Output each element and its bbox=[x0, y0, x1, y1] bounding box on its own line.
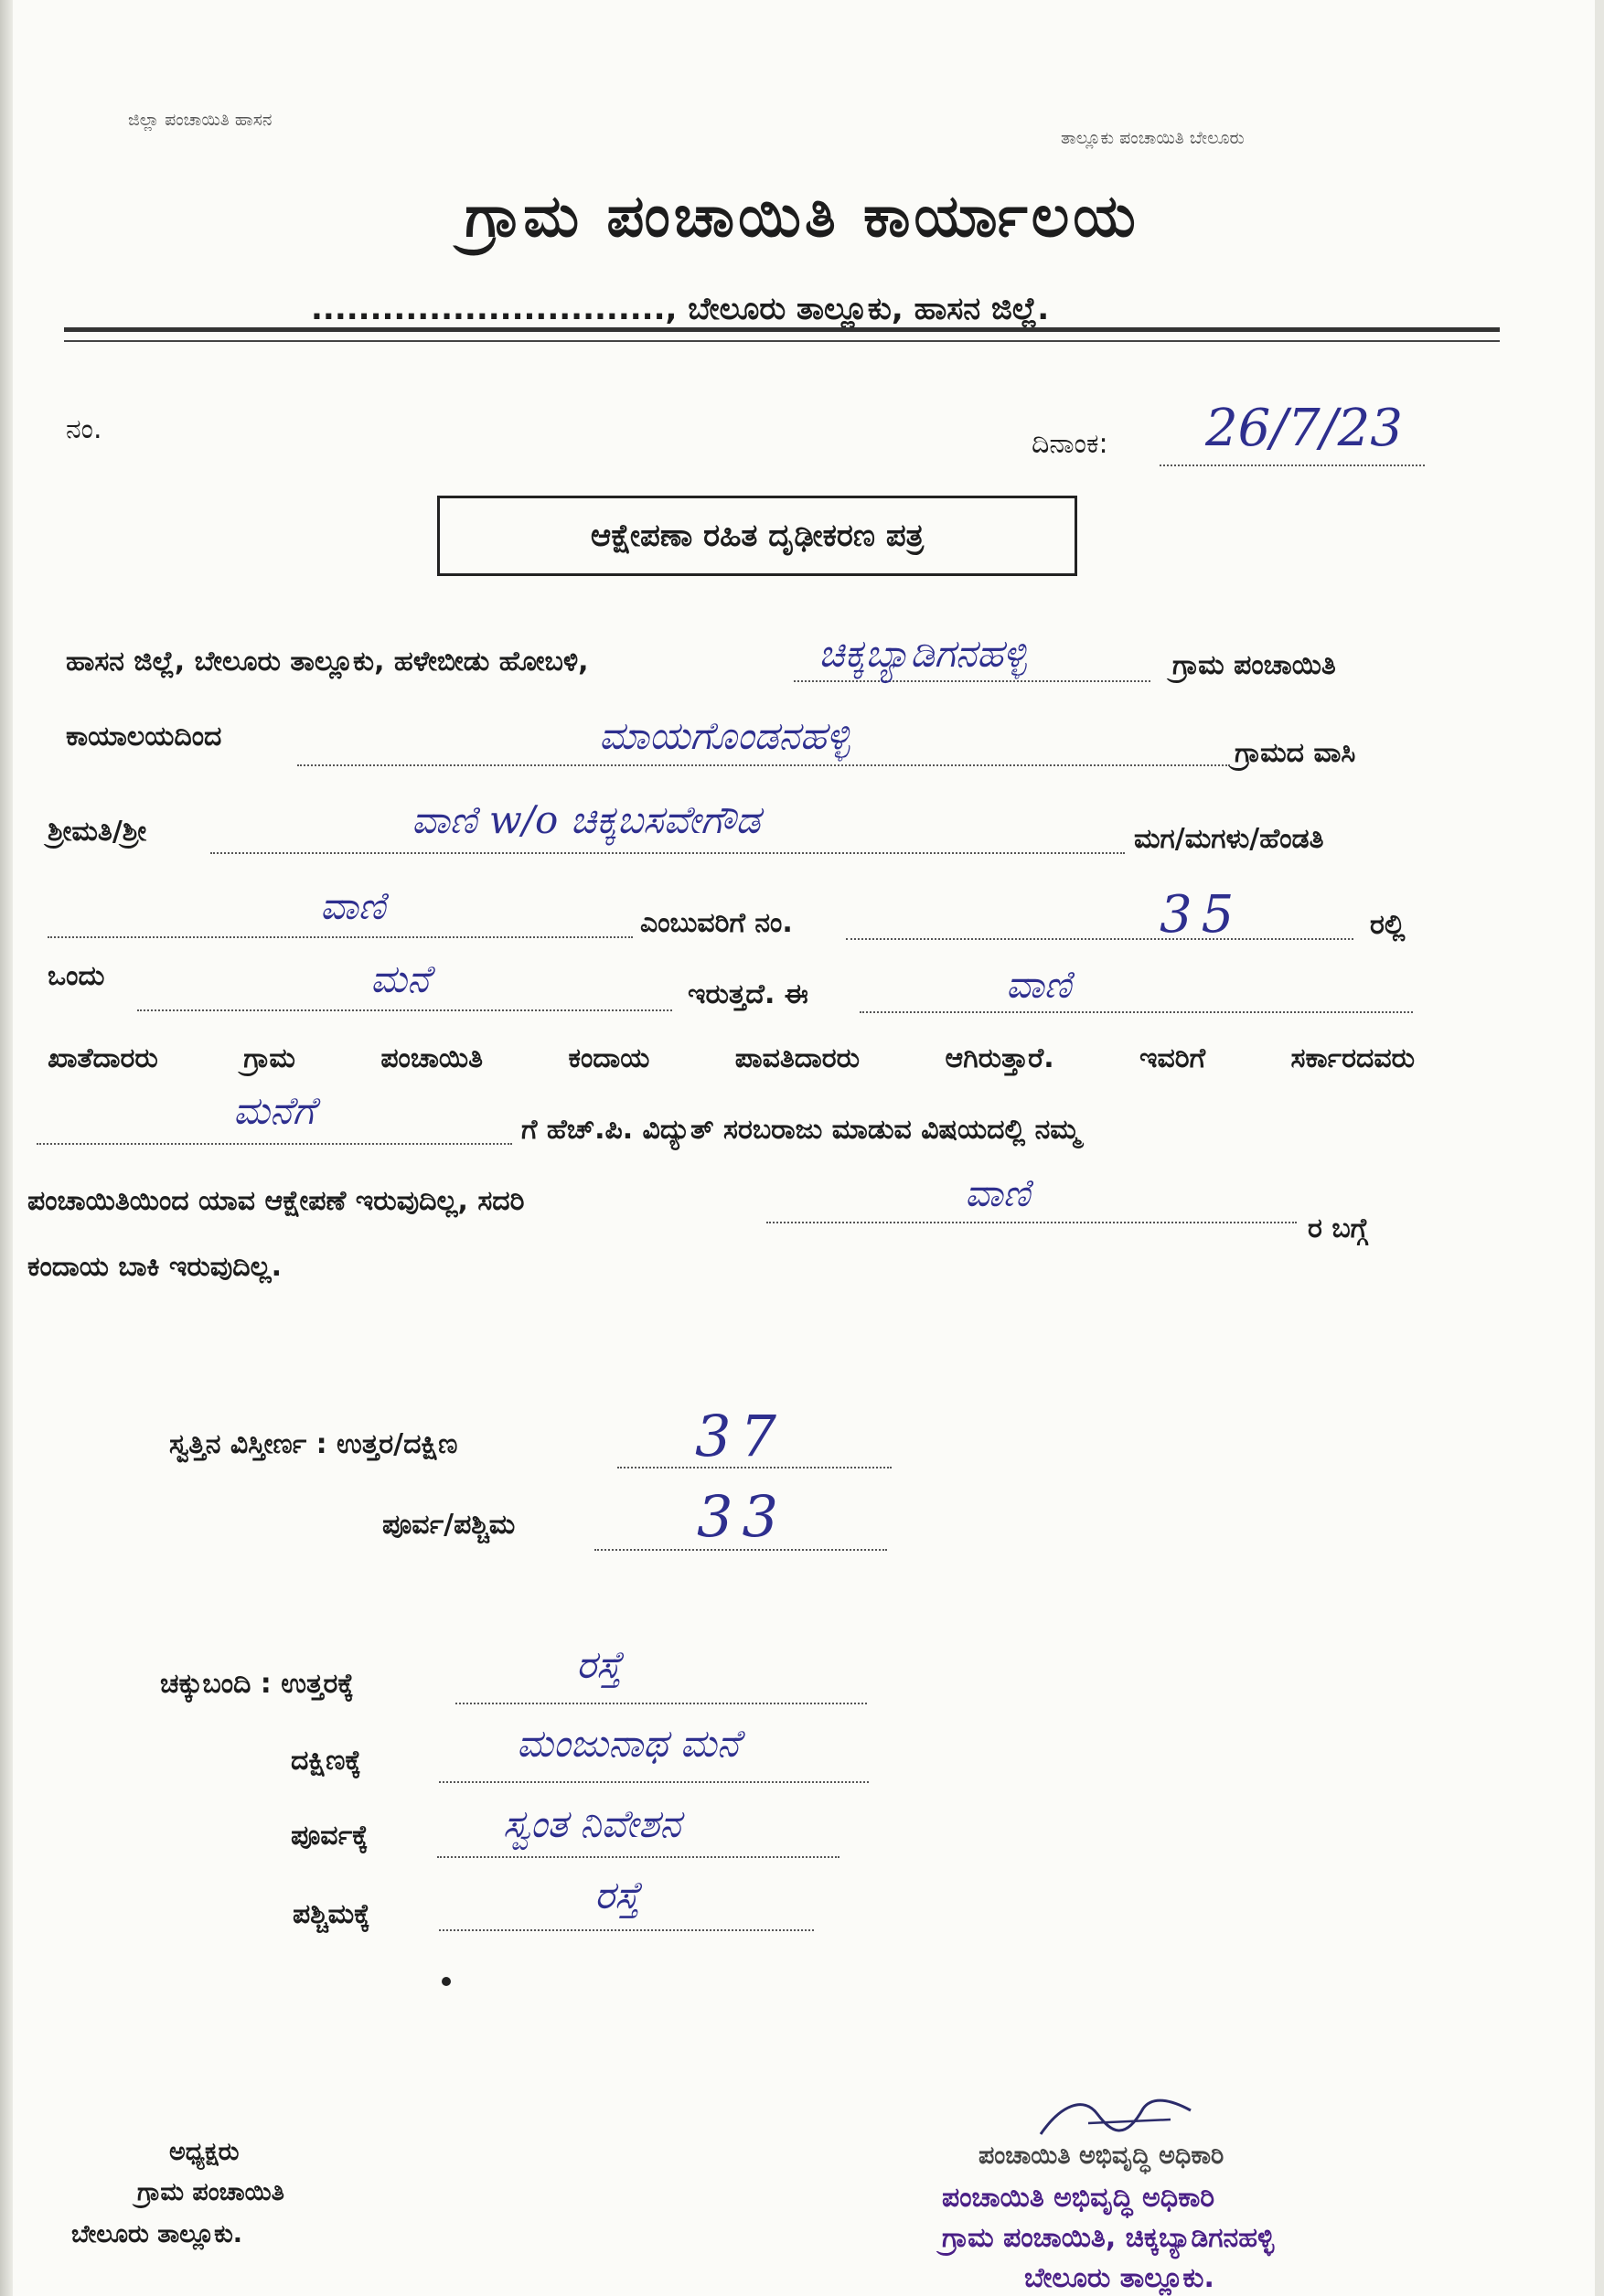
line1-text-a: ಹಾಸನ ಜಿಲ್ಲೆ, ಬೇಲೂರು ತಾಲ್ಲೂಕು, ಹಳೇಬೀಡು ಹೋಬಳಿ, bbox=[66, 646, 589, 678]
east-boundary-value: ಸ್ವಂತ ನಿವೇಶನ bbox=[503, 1801, 681, 1846]
header-left-text: ಜಿಲ್ಲಾ ಪಂಚಾಯಿತಿ ಹಾಸನ bbox=[128, 110, 273, 130]
ew-dimension-value: 33 bbox=[697, 1483, 787, 1550]
south-boundary-value: ಮಂಜುನಾಥ ಮನೆ bbox=[517, 1721, 740, 1766]
line1-blank bbox=[794, 680, 1150, 682]
panchayat-name: ಚಿಕ್ಕಬ್ಯಾಡಿಗನಹಳ್ಳಿ bbox=[818, 631, 1027, 676]
header-rule-thin bbox=[64, 340, 1500, 342]
ref-number-label: ನಂ. bbox=[66, 413, 102, 445]
east-blank bbox=[437, 1856, 839, 1858]
page-edge bbox=[1595, 0, 1604, 2296]
date-label: ದಿನಾಂಕ: bbox=[1032, 428, 1108, 460]
line2-text-a: ಕಾಯಾಲಯದಿಂದ bbox=[66, 721, 222, 753]
south-boundary-label: ದಕ್ಷಿಣಕ್ಕೆ bbox=[291, 1745, 361, 1777]
office-subtitle bbox=[311, 291, 1049, 327]
line3-text-b: ಮಗ/ಮಗಳು/ಹೆಂಡತಿ bbox=[1134, 823, 1324, 855]
owner-name-1: ವಾಣಿ bbox=[320, 883, 386, 928]
line3-text-a: ಶ್ರೀಮತಿ/ಶ್ರೀ bbox=[48, 816, 147, 848]
property-number: 35 bbox=[1160, 885, 1244, 945]
ew-dimension-label: ಪೂರ್ವ/ಪಶ್ಚಿಮ bbox=[382, 1509, 516, 1541]
north-boundary-value: ರಸ್ತೆ bbox=[576, 1642, 622, 1687]
certificate-title-box bbox=[437, 496, 1077, 576]
header-rule-thick bbox=[64, 327, 1500, 332]
line5-blank-2 bbox=[860, 1011, 1413, 1013]
south-blank bbox=[439, 1781, 869, 1783]
subtitle-dots: .............................. bbox=[311, 291, 666, 327]
stamp-line-2: ಗ್ರಾಮ ಪಂಚಾಯಿತಿ, ಚಿಕ್ಕಬ್ಯಾಡಿಗನಹಳ್ಳಿ bbox=[942, 2222, 1275, 2254]
village-name: ಮಾಯಗೊಂಡನಹಳ್ಳಿ bbox=[599, 713, 850, 758]
line7-text: ಗೆ ಹೆಚ್.ಪಿ. ವಿದ್ಯುತ್ ಸರಬರಾಜು ಮಾಡುವ ವಿಷಯದಲ್ಲಿ ನಮ್ಮ bbox=[521, 1114, 1080, 1146]
owner-name-3: ವಾಣಿ bbox=[965, 1170, 1031, 1215]
office-title: ಗ್ರಾಮ ಪಂಚಾಯಿತಿ ಕಾರ್ಯಾಲಯ bbox=[465, 183, 1139, 251]
line2-text-b: ಗ್ರಾಮದ ವಾಸಿ bbox=[1235, 737, 1356, 769]
line7-blank bbox=[37, 1143, 512, 1145]
ns-dimension-value: 37 bbox=[695, 1403, 786, 1469]
line8-text-a: ಪಂಚಾಯಿತಿಯಿಂದ ಯಾವ ಆಕ್ಷೇಪಣೆ ಇರುವುದಿಲ್ಲ, ಸದರಿ bbox=[27, 1185, 525, 1217]
owner-name-2: ವಾಣಿ bbox=[1006, 962, 1072, 1007]
binding-shadow bbox=[0, 0, 13, 2296]
president-title: ಅಧ್ಯಕ್ಷರು bbox=[169, 2138, 240, 2166]
line4-text-a: ಎಂಬುವರಿಗೆ ನಂ. bbox=[640, 907, 793, 939]
subtitle-text: , ಬೇಲೂರು ತಾಲ್ಲೂಕು, ಹಾಸನ ಜಿಲ್ಲೆ. bbox=[665, 291, 1050, 327]
line6-text: ಖಾತೆದಾರರು ಗ್ರಾಮ ಪಂಚಾಯಿತಿ ಕಂದಾಯ ಪಾವತಿದಾರರು ಆಗಿರುತ್ತಾರೆ. ಇವರಿಗೆ ಸರ್ಕಾರದವರು bbox=[48, 1042, 1415, 1074]
dimensions-label: ಸ್ವತ್ತಿನ ವಿಸ್ತೀರ್ಣ : ಉತ್ತರ/ದಕ್ಷಿಣ bbox=[169, 1428, 458, 1460]
president-panchayat: ಗ್ರಾಮ ಪಂಚಾಯಿತಿ bbox=[137, 2178, 284, 2206]
line5-blank-1 bbox=[137, 1009, 672, 1011]
applicant-name: ವಾಣಿ w/o ಚಿಕ್ಕಬಸವೇಗೌಡ bbox=[412, 797, 761, 842]
president-taluk: ಬೇಲೂರು ತಾಲ್ಲೂಕು. bbox=[71, 2220, 243, 2248]
certificate-title: ಆಕ್ಷೇಪಣಾ ರಹಿತ ದೃಢೀಕರಣ ಪತ್ರ bbox=[590, 518, 925, 554]
pdo-title: ಪಂಚಾಯಿತಿ ಅಭಿವೃದ್ಧಿ ಅಧಿಕಾರಿ bbox=[978, 2141, 1224, 2170]
line4-text-b: ರಲ್ಲಿ bbox=[1370, 909, 1406, 941]
stamp-line-1: ಪಂಚಾಯಿತಿ ಅಭಿವೃದ್ಧಿ ಅಧಿಕಾರಿ bbox=[942, 2182, 1215, 2214]
line3-blank bbox=[210, 852, 1125, 854]
west-blank bbox=[439, 1929, 814, 1931]
line4-blank bbox=[48, 936, 633, 938]
line9-text: ಕಂದಾಯ ಬಾಕಿ ಇರುವುದಿಲ್ಲ. bbox=[27, 1251, 283, 1283]
west-boundary-value: ರಸ್ತೆ bbox=[594, 1873, 640, 1917]
header-right-text: ತಾಲ್ಲೂಕು ಪಂಚಾಯಿತಿ ಬೇಲೂರು bbox=[1061, 128, 1245, 148]
line5-text-a: ಒಂದು bbox=[48, 960, 105, 992]
boundary-label: ಚಕ್ಕುಬಂದಿ : ಉತ್ತರಕ್ಕೆ bbox=[160, 1668, 354, 1700]
line2-blank bbox=[297, 764, 1230, 766]
ink-dot bbox=[442, 1977, 451, 1986]
line5-text-b: ಇರುತ್ತದೆ. ಈ bbox=[688, 978, 808, 1010]
north-blank bbox=[455, 1703, 867, 1704]
line8-blank bbox=[766, 1222, 1297, 1223]
stamp-line-3: ಬೇಲೂರು ತಾಲ್ಲೂಕು. bbox=[1024, 2262, 1214, 2294]
line8-text-b: ರ ಬಗ್ಗೆ bbox=[1308, 1212, 1368, 1244]
east-boundary-label: ಪೂರ್ವಕ್ಕೆ bbox=[291, 1820, 369, 1852]
date-value: 26/7/23 bbox=[1205, 399, 1403, 458]
west-boundary-label: ಪಶ್ಚಿಮಕ್ಕೆ bbox=[293, 1898, 370, 1930]
supply-target: ಮನೆಗೆ bbox=[233, 1088, 315, 1133]
property-number-blank bbox=[846, 938, 1353, 940]
line1-text-b: ಗ್ರಾಮ ಪಂಚಾಯಿತಿ bbox=[1172, 649, 1336, 681]
property-type: ಮನೆ bbox=[370, 956, 430, 1001]
date-blank bbox=[1160, 465, 1425, 466]
